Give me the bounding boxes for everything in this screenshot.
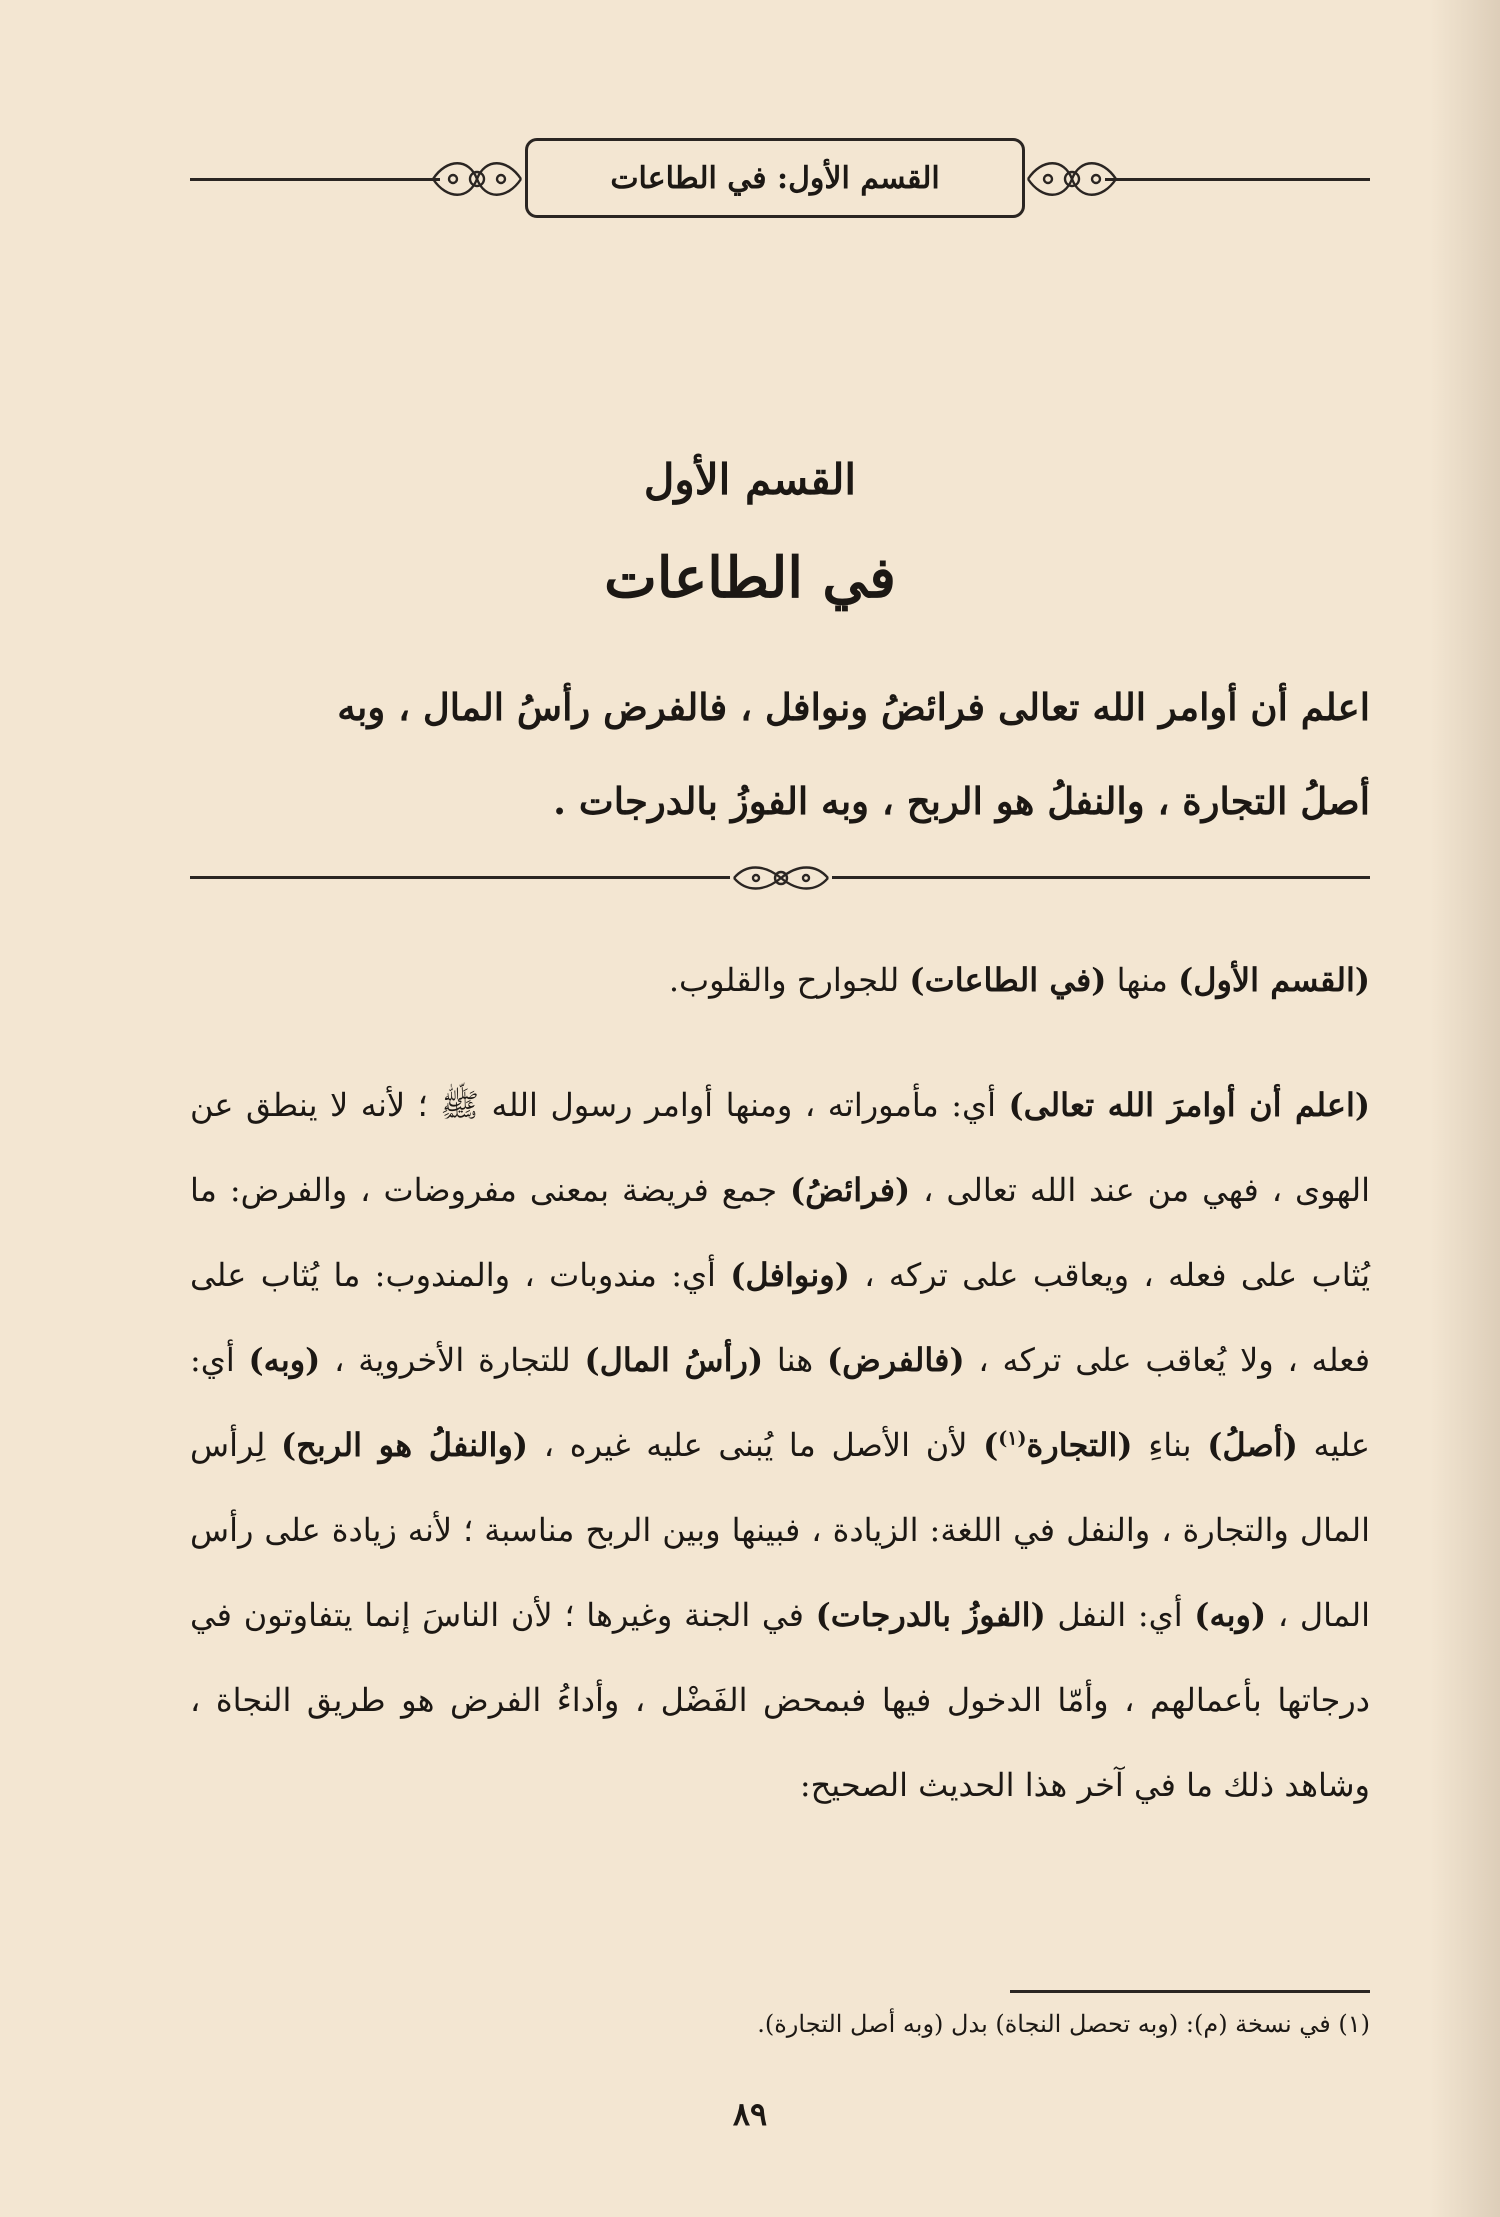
commentary-text: لِرأس المال والتجارة ، والنفل في اللغة: الزيادة ، فبينها وبين الربح مناسبة ؛ لأنه زيادة على رأس المال ، xyxy=(190,1426,1370,1634)
header-rule-left xyxy=(190,178,440,181)
divider-rule-left xyxy=(190,876,730,879)
commentary-text: للجوارح والقلوب. xyxy=(668,961,910,999)
commentary-text: جمع فريضة بمعنى مفروضات ، والفرض: ما يُثاب على فعله ، ويعاقب على تركه ، xyxy=(190,1171,1370,1294)
commentary-intro xyxy=(190,938,1370,1023)
commentary-text: لأن الأصل ما يُبنى عليه غيره ، xyxy=(528,1426,984,1464)
quoted-term-close: ) xyxy=(983,1426,999,1464)
quoted-term: (ونوافل) xyxy=(730,1256,850,1294)
quoted-term: (الفوزُ بالدرجات) xyxy=(815,1596,1046,1634)
quoted-term-text: (التجارة xyxy=(1026,1426,1133,1464)
commentary-text: أي: مندوبات ، والمندوب: ما يُثاب على فعله ، ولا يُعاقب على تركه ، xyxy=(190,1256,1371,1379)
section-label: القسم الأول xyxy=(643,455,857,504)
main-text-line: اعلم أن أوامر الله تعالى فرائضُ ونوافل ، فالفرض رأسُ المال ، وبه xyxy=(337,685,1370,729)
divider-rule-right xyxy=(832,876,1370,879)
divider-ornament xyxy=(730,858,832,898)
commentary-text: أي: مأموراته ، ومنها أوامر رسول الله ﷺ ؛ لأنه لا ينطق عن الهوى ، فهي من عند الله تعالى ، xyxy=(190,1086,1371,1209)
page-edge-shadow xyxy=(1430,0,1500,2217)
commentary-text: منها xyxy=(1106,961,1179,999)
running-header-title: القسم الأول: في الطاعات xyxy=(525,138,1025,218)
quoted-term: (فرائضُ) xyxy=(789,1171,911,1209)
commentary-text: في الجنة وغيرها ؛ لأن الناسَ إنما يتفاوتون في درجاتها بأعمالهم ، وأمّا الدخول فيها فبمحض الفَضْل ، وأداءُ الفرض هو طريق النجاة ، وشاهد ذلك ما في آخر هذا الحديث الصحيح: xyxy=(190,1596,1370,1804)
quoted-term: (أصلُ) xyxy=(1207,1426,1298,1464)
commentary-text: للتجارة الأخروية ، xyxy=(320,1341,585,1379)
quoted-term: (رأسُ المال) xyxy=(584,1341,764,1379)
commentary-text: بناءِ xyxy=(1132,1426,1208,1464)
header-ornament-left xyxy=(425,146,530,212)
footnote-rule xyxy=(1010,1990,1370,1993)
main-text xyxy=(190,660,1370,848)
commentary-body xyxy=(190,938,1370,1828)
quoted-term: (القسم الأول) xyxy=(1178,961,1370,999)
quoted-term xyxy=(983,1426,1132,1464)
page-number: ٨٩ xyxy=(732,2095,768,2133)
footnote: (١) في نسخة (م): (وبه تحصل النجاة) بدل (وبه أصل التجارة). xyxy=(757,2010,1370,2038)
quoted-term: (وبه) xyxy=(248,1341,321,1379)
commentary-text: أي: النفل xyxy=(1045,1596,1195,1634)
quoted-term: (وبه) xyxy=(1194,1596,1267,1634)
main-text-line: أصلُ التجارة ، والنفلُ هو الربح ، وبه الفوزُ بالدرجات . xyxy=(553,779,1370,823)
quoted-term: (في الطاعات) xyxy=(909,961,1107,999)
section-title: في الطاعات xyxy=(604,545,896,611)
quoted-term: (فالفرض) xyxy=(826,1341,965,1379)
quoted-term: (والنفلُ هو الربح) xyxy=(281,1426,529,1464)
header-rule-right xyxy=(1105,178,1370,181)
footnote-marker: (١) xyxy=(998,1427,1027,1450)
commentary-paragraph xyxy=(190,1063,1370,1828)
quoted-term: (اعلم أن أوامرَ الله تعالى) xyxy=(1008,1086,1371,1124)
commentary-text: هنا xyxy=(763,1341,827,1379)
commentary-text: أي: عليه xyxy=(190,1341,1370,1464)
